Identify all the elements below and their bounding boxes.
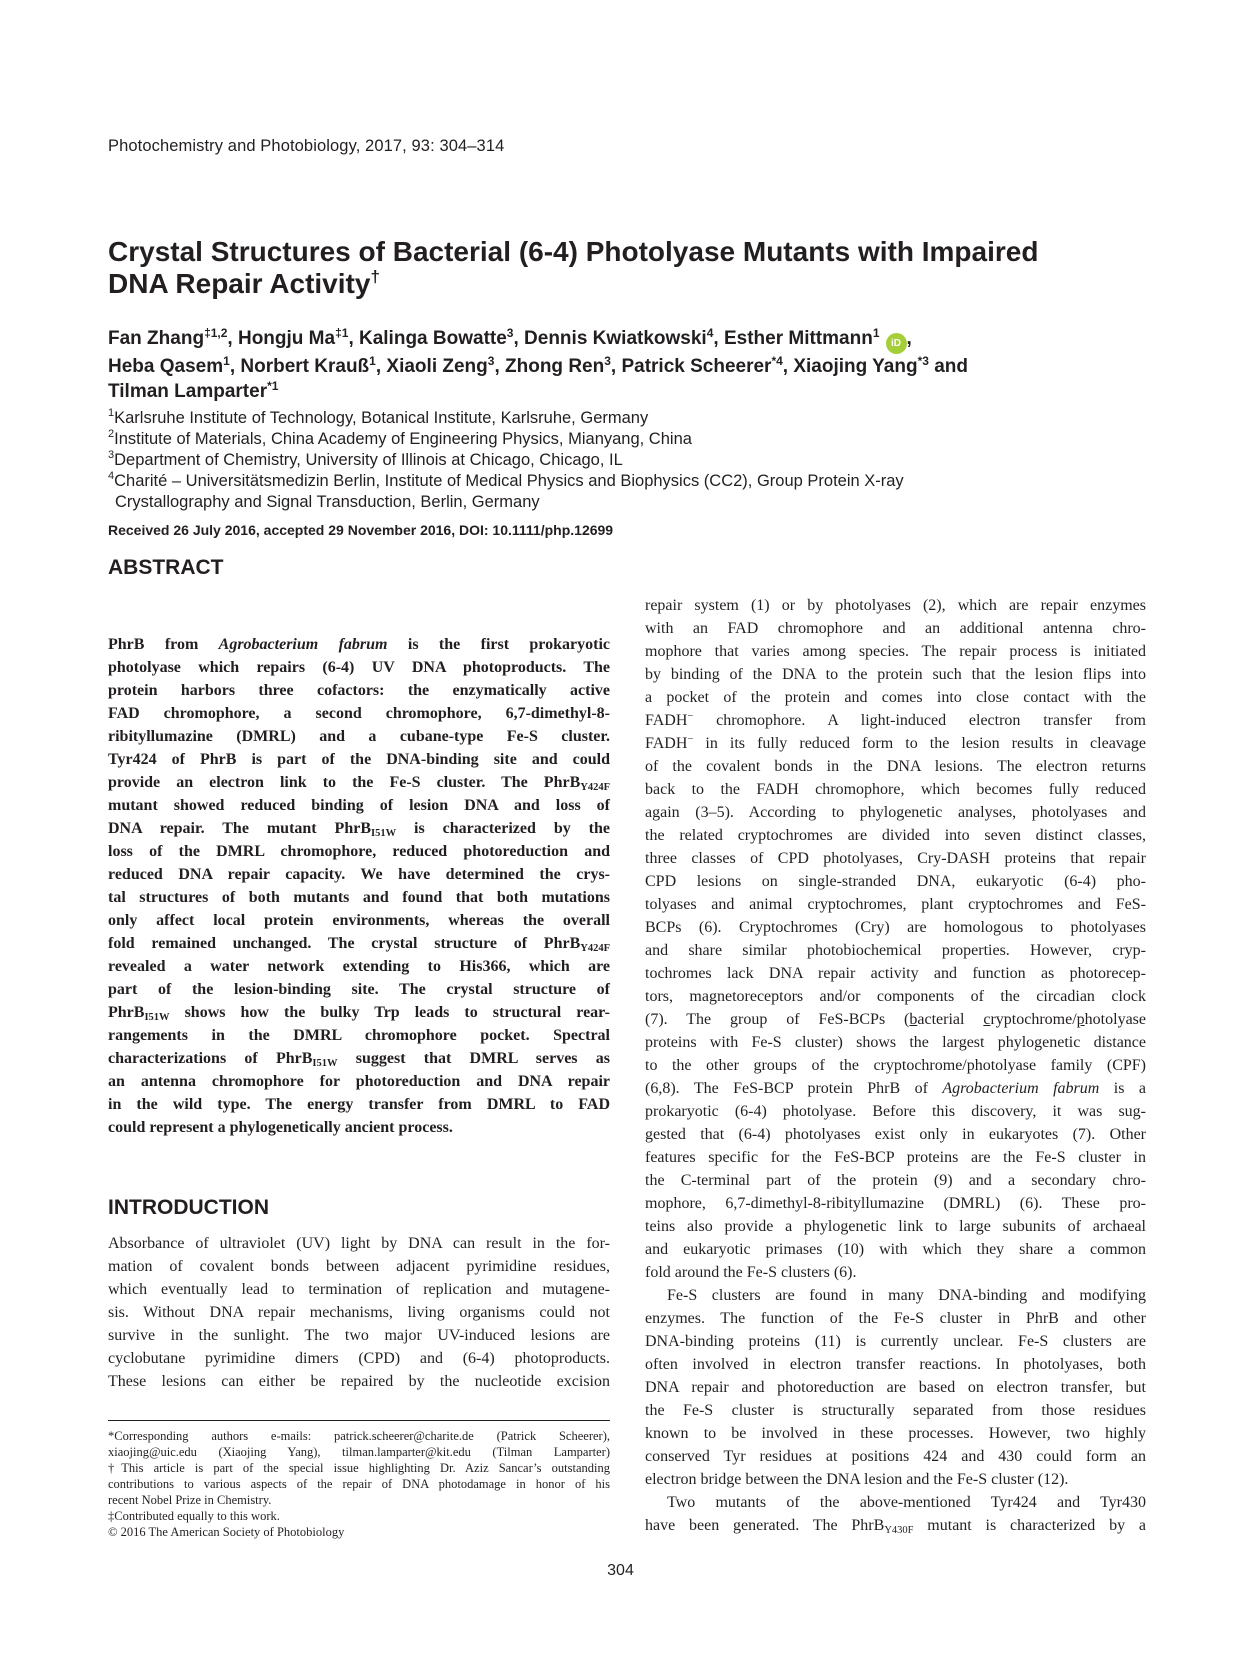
affiliation-1: $^1$Karlsruhe Institute of Technology, Botanical Institute, Karlsruhe, Germany bbox=[108, 407, 649, 427]
affiliations bbox=[108, 408, 1148, 513]
affiliation-3: $^3$Department of Chemistry, University of Illinois at Chicago, Chicago, IL bbox=[108, 449, 623, 469]
abstract-heading: ABSTRACT bbox=[108, 556, 224, 579]
right-column-text: repair system (1) or by photolyases (2), which are repair enzymes with an FAD chromophore and an additional antenna chro- mophore that varies among species. The repair process is initiated by binding of the DNA to the protein such that the lesion flips into a pocket of the protein and comes into close contact with the FADH− chromophore. A light-induced electron transfer from FADH− in its fully reduced form to the lesion results in cleavage of the covalent bonds in the DNA lesions. The electron returns back to the FADH chromophore, which becomes fully reduced again (3–5). According to phylogenetic analyses, photolyases and the related cryptochromes are divided into seven distinct classes, three classes of CPD photolyases, Cry-DASH proteins that repair CPD lesions on single-stranded DNA, eukaryotic (6-4) pho- tolyases and animal cryptochromes, plant cryptochromes and FeS- BCPs (6). Cryptochromes (Cry) are homologous to photolyases and share similar photobiochemical properties. However, cryp- tochromes lack DNA repair activity and function as photorecep- tors, magnetoreceptors and/or components of the circadian clock (7). The group of FeS-BCPs (bacterial cryptochrome/photolyase proteins with Fe-S cluster) shows the largest phylogenetic distance to the other groups of the cryptochrome/photolyase family (CPF) (6,8). The FeS-BCP protein PhrB of Agrobacterium fabrum is a prokaryotic (6-4) photolyase. Before this discovery, it was sug- gested that (6-4) photolyases exist only in eukaryotes (7). Other features specific for the FeS-BCP proteins are the Fe-S cluster in the C-terminal part of the protein (9) and a secondary chro- mophore, 6,7-dimethyl-8-ribityllumazine (DMRL) (6). These pro- teins also provide a phylogenetic link to large subunits of archaeal and eukaryotic primases (10) with which they share a common fold around the Fe-S clusters (6). Fe-S clusters are found in many DNA-binding and modifying enzymes. The function of the Fe-S cluster in PhrB and other DNA-binding proteins (11) is currently unclear. Fe-S clusters are often involved in electron transfer reactions. In photolyases, both DNA repair and photoreduction are based on electron transfer, but the Fe-S cluster is structurally separated from those residues known to be involved in these processes. However, two highly conserved Tyr residues at positions 424 and 430 could form an electron bridge between the DNA lesion and the Fe-S cluster (12). Two mutants of the above-mentioned Tyr424 and Tyr430 have been generated. The PhrB$_{Y430F}$ mutant is characterized by a bbox=[645, 597, 1147, 1536]
abstract-text: PhrB from Agrobacterium fabrum is the first prokaryotic photolyase which repairs (6-4) UV DNA photoproducts. The protein harbors three cofactors: the enzymatically active FAD chromophore, a second chromophore, 6,7-dimethyl-8- ribityllumazine (DMRL) and a cubane-type Fe-S cluster. Tyr424 of PhrB is part of the DNA-binding site and could provide an electron link to the Fe-S cluster. The PhrB$_{Y424F}$ mutant showed reduced binding of lesion DNA and loss of DNA repair. The mutant PhrB$_{I51W}$ is characterized by the loss of the DMRL chromophore, reduced photoreduction and reduced DNA repair capacity. We have determined the crys- tal structures of both mutants and found that both mutations only affect local protein environments, whereas the overall fold remained unchanged. The crystal structure of PhrB$_{Y424F}$ revealed a water network extending to His366, which are part of the lesion-binding site. The crystal structure of PhrB$_{I51W}$ shows how the bulky Trp leads to structural rear- rangements in the DMRL chromophore pocket. Spectral characterizations of PhrB$_{I51W}$ suggest that DMRL serves as an antenna chromophore for photoreduction and DNA repair in the wild type. The energy transfer from DMRL to FAD could represent a phylogenetically ancient process. bbox=[108, 636, 610, 1136]
affiliation-2: $^2$Institute of Materials, China Academy of Engineering Physics, Mianyang, China bbox=[108, 428, 692, 448]
orcid-icon[interactable]: iD bbox=[886, 333, 907, 354]
article-title bbox=[108, 236, 1148, 300]
authors-line-1: Fan Zhang$^{\ddagger 1,2}$, Hongju Ma$^{\ddagger 1}$, Kalinga Bowatte$^3$, Dennis Kwiatkowski$^4$, Esther Mittmann$^1$iD , bbox=[108, 326, 1148, 354]
author-list bbox=[108, 326, 1148, 404]
footnotes: *Corresponding authors e-mails: patrick.scheerer@charite.de (Patrick Scheerer), xiaojing@uic.edu (Xiaojing Yang), tilman.lamparter@kit.edu (Tilman Lamparter) †This article is part of the special issue highlighting Dr. Aziz Sancar’s outstanding contributions to various aspects of the repair of DNA photodamage in honor of his recent Nobel Prize in Chemistry. ‡Contributed equally to this work. © 2016 The American Society of Photobiology bbox=[108, 1429, 610, 1539]
authors-line-3: Tilman Lamparter$^{*1}$ bbox=[108, 379, 279, 402]
dagger-mark: † bbox=[370, 267, 380, 286]
introduction-heading: INTRODUCTION bbox=[108, 1196, 269, 1219]
affiliation-4: $^4$Charité – Universitätsmedizin Berlin, Institute of Medical Physics and Biophysics (CC2), Group Protein X-ray bbox=[108, 470, 904, 490]
affiliation-4-continued: Crystallography and Signal Transduction, Berlin, Germany bbox=[115, 493, 540, 511]
introduction-text: Absorbance of ultraviolet (UV) light by DNA can result in the for- mation of covalent bonds between adjacent pyrimidine residues, which eventually lead to termination of replication and mutagene- sis. Without DNA repair mechanisms, living organisms could not survive in the sunlight. The two major UV-induced lesions are cyclobutane pyrimidine dimers (CPD) and (6-4) photoproducts. These lesions can either be repaired by the nucleotide excision bbox=[108, 1235, 610, 1390]
page-number: 304 bbox=[607, 1562, 634, 1579]
authors-line-2: Heba Qasem$^1$, Norbert Krauß$^1$, Xiaoli Zeng$^3$, Zhong Ren$^3$, Patrick Scheerer$^{*4}$, Xiaojing Yang$^{*3}$ and bbox=[108, 354, 968, 377]
footnote-special-issue: †This article is part of the special issue highlighting Dr. Aziz Sancar’s outstanding bbox=[108, 1461, 610, 1475]
title-line-1: Crystal Structures of Bacterial (6-4) Photolyase Mutants with Impaired bbox=[108, 236, 1039, 267]
received-dates-doi: Received 26 July 2016, accepted 29 November 2016, DOI: 10.1111/php.12699 bbox=[108, 522, 614, 538]
title-line-2: DNA Repair Activity† bbox=[108, 267, 380, 299]
footnote-equal-contribution: ‡Contributed equally to this work. bbox=[108, 1509, 280, 1523]
footnote-corresponding: *Corresponding authors e-mails: patrick.scheerer@charite.de (Patrick Scheerer), bbox=[108, 1429, 610, 1443]
journal-reference: Photochemistry and Photobiology, 2017, 93: 304–314 bbox=[108, 137, 505, 155]
copyright: © 2016 The American Society of Photobiology bbox=[108, 1525, 345, 1539]
footnote-divider bbox=[108, 1420, 610, 1421]
